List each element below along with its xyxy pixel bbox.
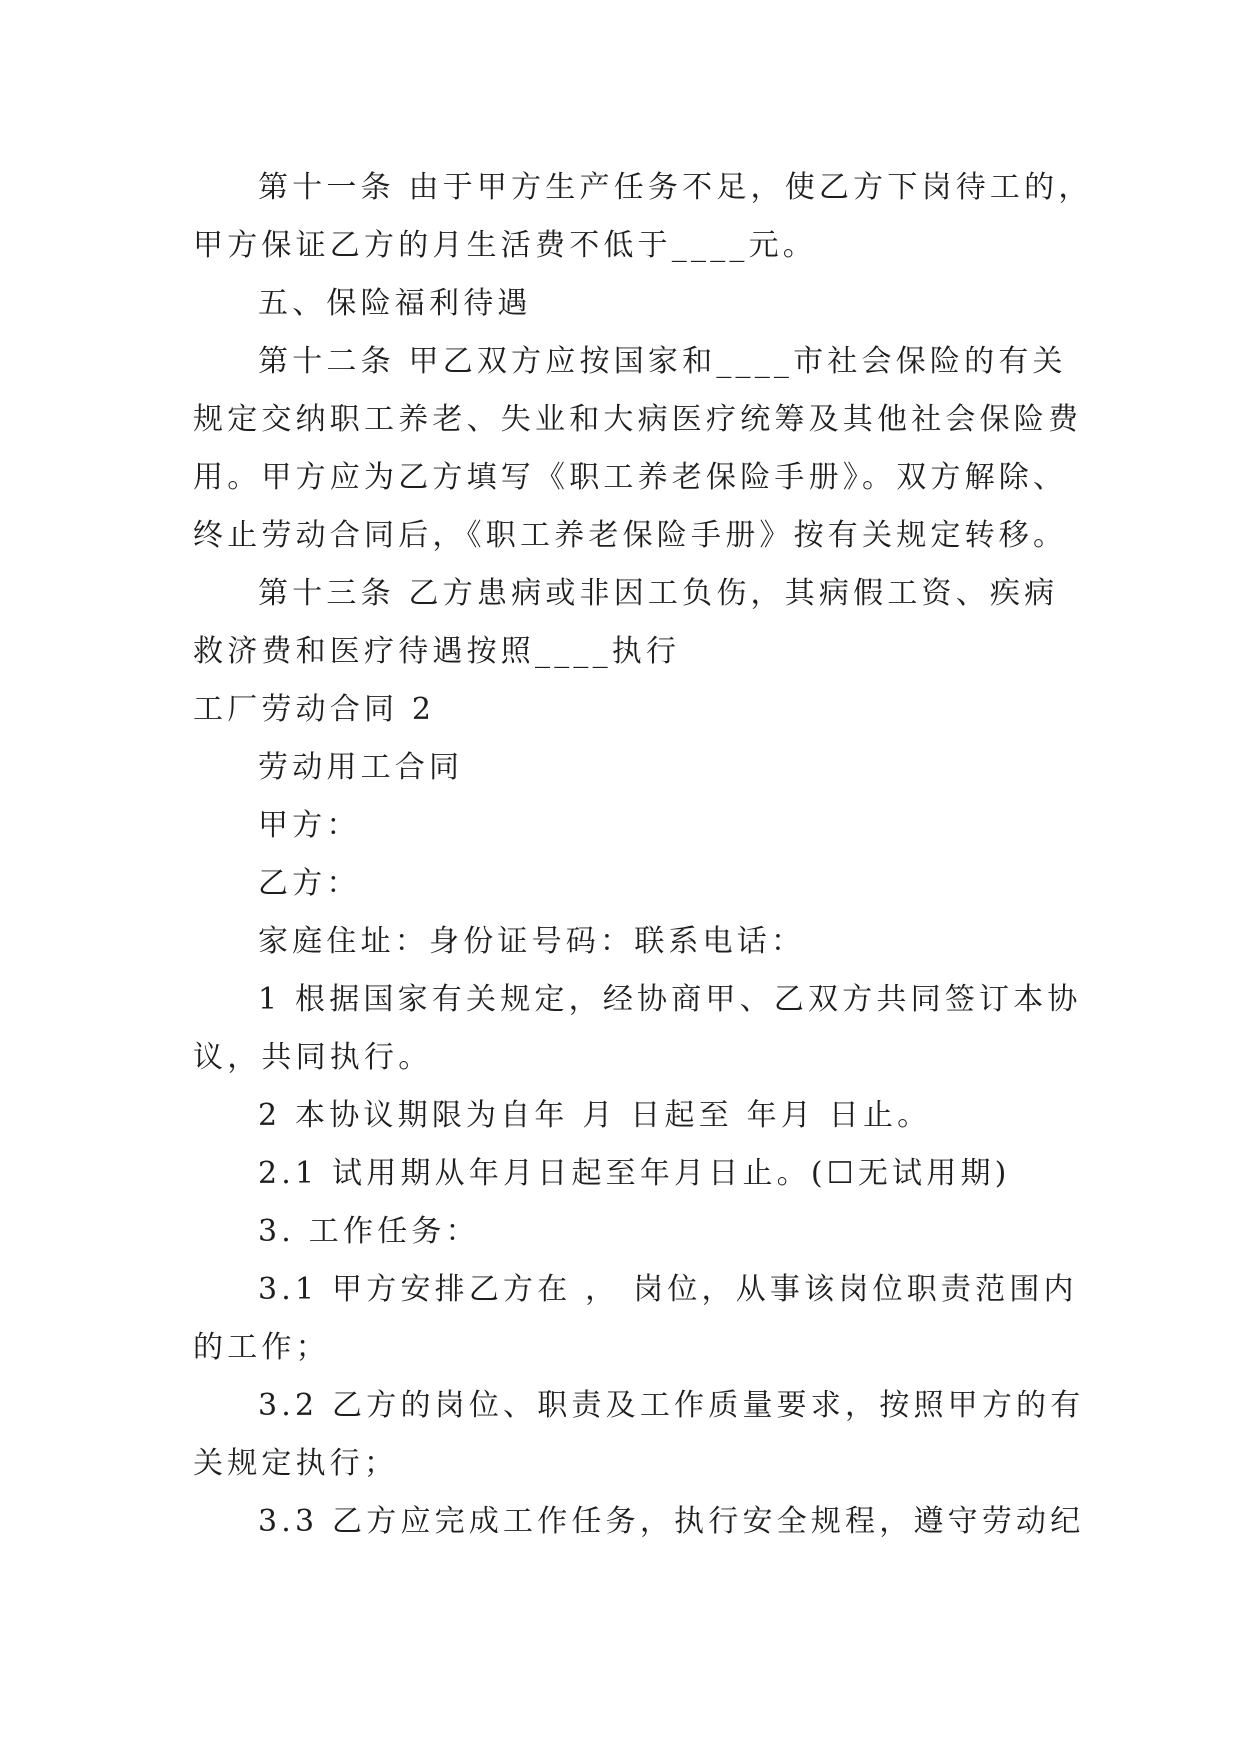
clause-2-1-line: 2.1 试用期从年月日起至年月日止。(☐无试用期) (258, 1156, 1011, 1191)
article-12-line-4: 终止劳动合同后，《职工养老保险手册》按有关规定转移。 (193, 518, 1068, 553)
clause-3-3-line-1: 3.3 乙方应完成工作任务，执行安全规程，遵守劳动纪 (258, 1504, 1085, 1539)
clause-3-heading: 3. 工作任务： (258, 1214, 480, 1249)
article-12-line-2: 规定交纳职工养老、失业和大病医疗统筹及其他社会保险费 (193, 402, 1083, 437)
clause-3-1-line-2: 的工作； (193, 1330, 330, 1365)
article-13-line-1: 第十三条 乙方患病或非因工负伤，其病假工资、疾病 (258, 576, 1059, 611)
article-12-line-1: 第十二条 甲乙双方应按国家和____市社会保险的有关 (258, 344, 1067, 379)
clause-1-line-1: 1 根据国家有关规定，经协商甲、乙双方共同签订本协 (258, 982, 1082, 1017)
clause-2-line: 2 本协议期限为自年 月 日起至 年月 日止。 (258, 1098, 932, 1133)
clause-3-2-line-2: 关规定执行； (193, 1446, 399, 1481)
clause-1-line-2: 议，共同执行。 (193, 1040, 433, 1075)
party-a-label: 甲方： (258, 808, 361, 843)
contact-info-line: 家庭住址：身份证号码：联系电话： (258, 924, 806, 959)
contract-subtitle: 劳动用工合同 (258, 750, 464, 785)
contract-title: 工厂劳动合同 2 (193, 692, 436, 727)
section-heading-insurance: 五、保险福利待遇 (258, 286, 532, 321)
clause-3-1-line-1: 3.1 甲方安排乙方在 ， 岗位，从事该岗位职责范围内 (258, 1272, 1078, 1307)
article-11-line-2: 甲方保证乙方的月生活费不低于____元。 (193, 228, 817, 263)
party-b-label: 乙方： (258, 866, 361, 901)
article-13-line-2: 救济费和医疗待遇按照____执行 (193, 634, 681, 669)
article-11-line-1: 第十一条 由于甲方生产任务不足，使乙方下岗待工的， (258, 170, 1093, 205)
clause-3-2-line-1: 3.2 乙方的岗位、职责及工作质量要求，按照甲方的有 (258, 1388, 1085, 1423)
article-12-line-3: 用。甲方应为乙方填写《职工养老保险手册》。双方解除、 (193, 460, 1068, 495)
